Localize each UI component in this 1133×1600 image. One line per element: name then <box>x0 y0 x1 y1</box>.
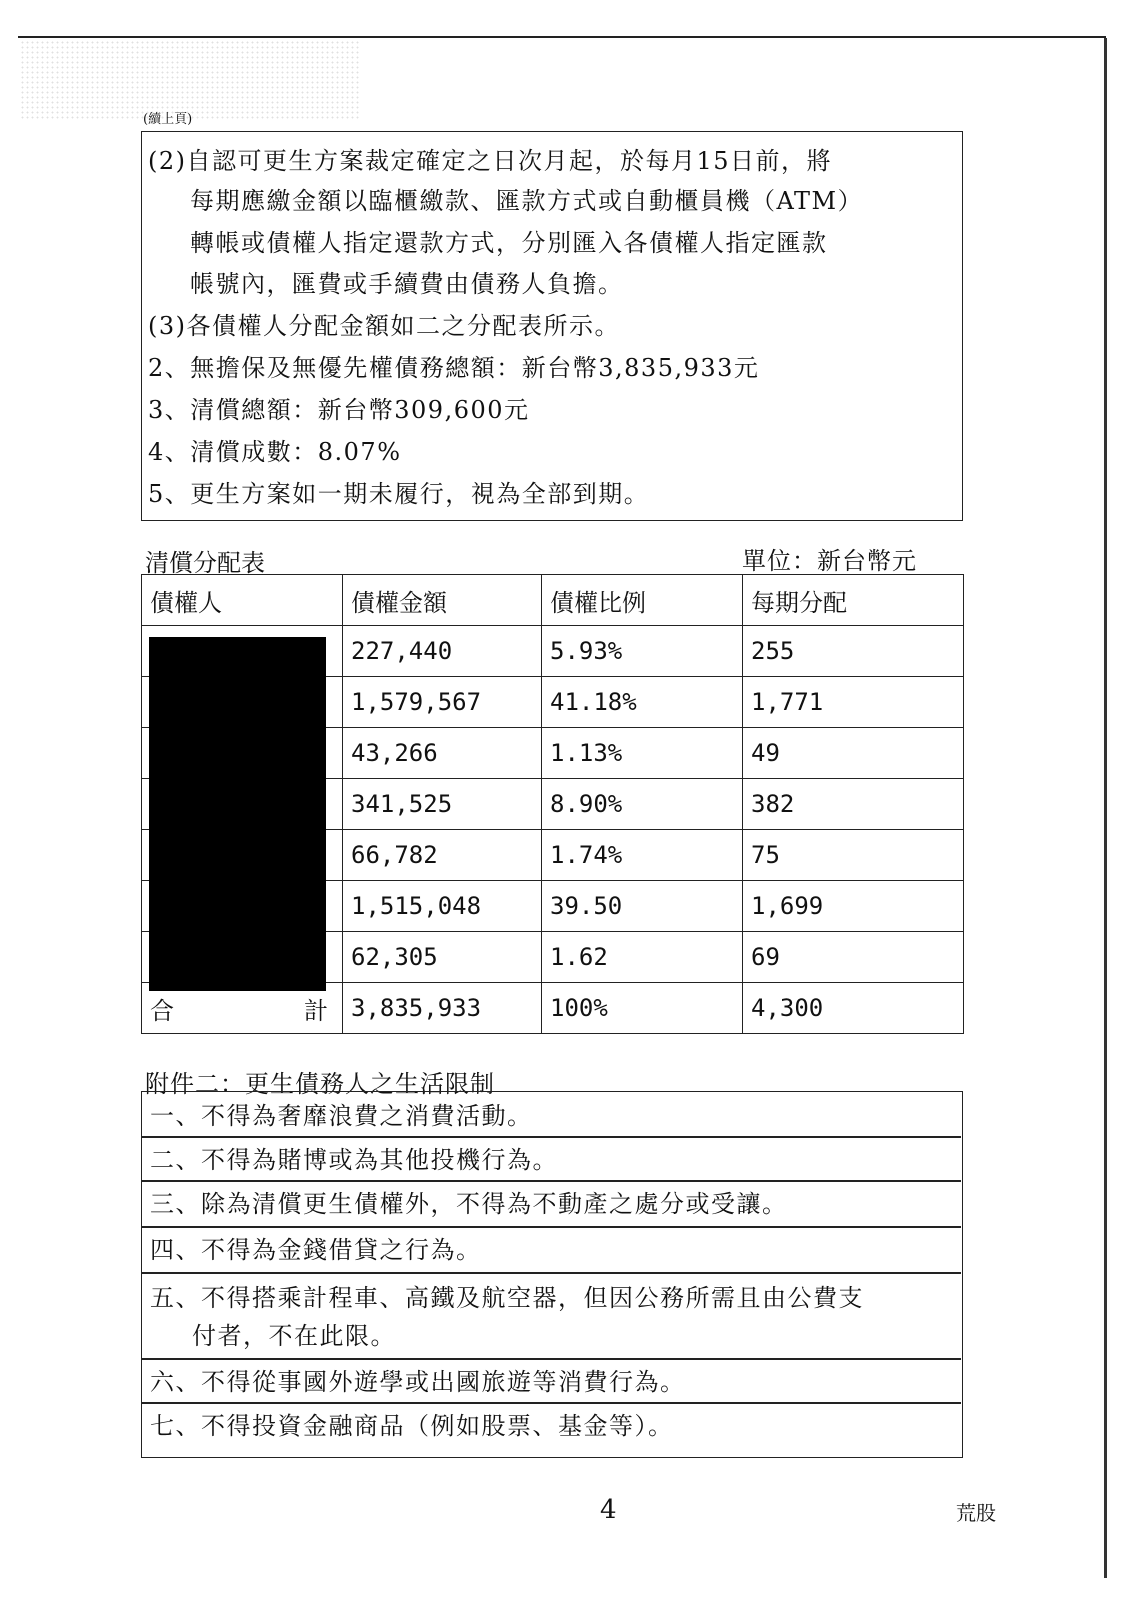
table-header-row <box>142 575 964 626</box>
per-period-cell: 75 <box>743 830 964 881</box>
restriction-item: 四、不得為金錢借貸之行為。 <box>150 1236 482 1264</box>
amount-cell: 1,579,567 <box>343 677 542 728</box>
restriction-item: 七、不得投資金融商品（例如股票、基金等）。 <box>150 1412 674 1440</box>
per-period-cell: 1,771 <box>743 677 964 728</box>
continued-note: (續上頁) <box>143 112 193 127</box>
plan-item: 4、清償成數：8.07% <box>148 438 402 466</box>
plan-item: 5、更生方案如一期未履行，視為全部到期。 <box>148 480 650 508</box>
amount-cell: 227,440 <box>343 626 542 677</box>
restriction-item: 二、不得為賭博或為其他投機行為。 <box>150 1146 558 1174</box>
amount-cell: 66,782 <box>343 830 542 881</box>
scan-border-top <box>18 36 1106 38</box>
row-divider <box>142 1226 961 1228</box>
page-number: 4 <box>600 1495 617 1525</box>
total-label-right: 計 <box>304 996 328 1025</box>
plan-item: 2、無擔保及無優先權債務總額：新台幣3,835,933元 <box>148 354 760 382</box>
amount-cell: 341,525 <box>343 779 542 830</box>
row-divider <box>142 1402 961 1404</box>
footer-stamp: 荒股 <box>956 1501 996 1525</box>
scan-border-right <box>1104 38 1107 1578</box>
table-unit: 單位：新台幣元 <box>742 547 917 575</box>
header-creditor: 債權人 <box>142 575 343 626</box>
restriction-item: 三、除為清償更生債權外，不得為不動產之處分或受讓。 <box>150 1190 788 1218</box>
ratio-cell: 41.18% <box>542 677 743 728</box>
restriction-item: 六、不得從事國外遊學或出國旅遊等消費行為。 <box>150 1368 686 1396</box>
per-period-cell: 1,699 <box>743 881 964 932</box>
plan-item: 帳號內，匯費或手續費由債務人負擔。 <box>190 270 624 298</box>
amount-cell: 1,515,048 <box>343 881 542 932</box>
plan-terms-box <box>141 131 963 521</box>
total-label-left: 合 <box>150 996 174 1025</box>
per-period-cell: 69 <box>743 932 964 983</box>
row-divider <box>142 1136 961 1138</box>
header-amount: 債權金額 <box>343 575 542 626</box>
row-divider <box>142 1358 961 1360</box>
amount-cell: 43,266 <box>343 728 542 779</box>
plan-item: (3)各債權人分配金額如二之分配表所示。 <box>148 312 620 340</box>
row-divider <box>142 1272 961 1274</box>
plan-item: 轉帳或債權人指定還款方式，分別匯入各債權人指定匯款 <box>190 229 828 257</box>
plan-item: (2)自認可更生方案裁定確定之日次月起，於每月15日前，將 <box>148 147 833 175</box>
restriction-item: 一、不得為奢靡浪費之消費活動。 <box>150 1102 533 1130</box>
ratio-cell: 1.74% <box>542 830 743 881</box>
total-per-period-cell: 4,300 <box>743 983 964 1034</box>
ratio-cell: 1.13% <box>542 728 743 779</box>
restriction-item: 五、不得搭乘計程車、高鐵及航空器，但因公務所需且由公費支 <box>150 1284 864 1312</box>
ratio-cell: 8.90% <box>542 779 743 830</box>
header-per-period: 每期分配 <box>743 575 964 626</box>
per-period-cell: 49 <box>743 728 964 779</box>
plan-item: 3、清償總額：新台幣309,600元 <box>148 396 530 424</box>
row-divider <box>142 1180 961 1182</box>
attachment-title: 附件二：更生債務人之生活限制 <box>145 1070 495 1098</box>
ratio-cell: 1.62 <box>542 932 743 983</box>
restriction-item-continued: 付者，不在此限。 <box>192 1322 396 1350</box>
header-ratio: 債權比例 <box>542 575 743 626</box>
ratio-cell: 39.50 <box>542 881 743 932</box>
per-period-cell: 255 <box>743 626 964 677</box>
plan-item: 每期應繳金額以臨櫃繳款、匯款方式或自動櫃員機（ATM） <box>190 187 864 215</box>
ratio-cell: 5.93% <box>542 626 743 677</box>
redaction-block <box>149 637 326 991</box>
restrictions-box <box>141 1091 963 1458</box>
amount-cell: 62,305 <box>343 932 542 983</box>
table-caption: 清償分配表 <box>145 549 265 577</box>
per-period-cell: 382 <box>743 779 964 830</box>
total-ratio-cell: 100% <box>542 983 743 1034</box>
total-amount-cell: 3,835,933 <box>343 983 542 1034</box>
